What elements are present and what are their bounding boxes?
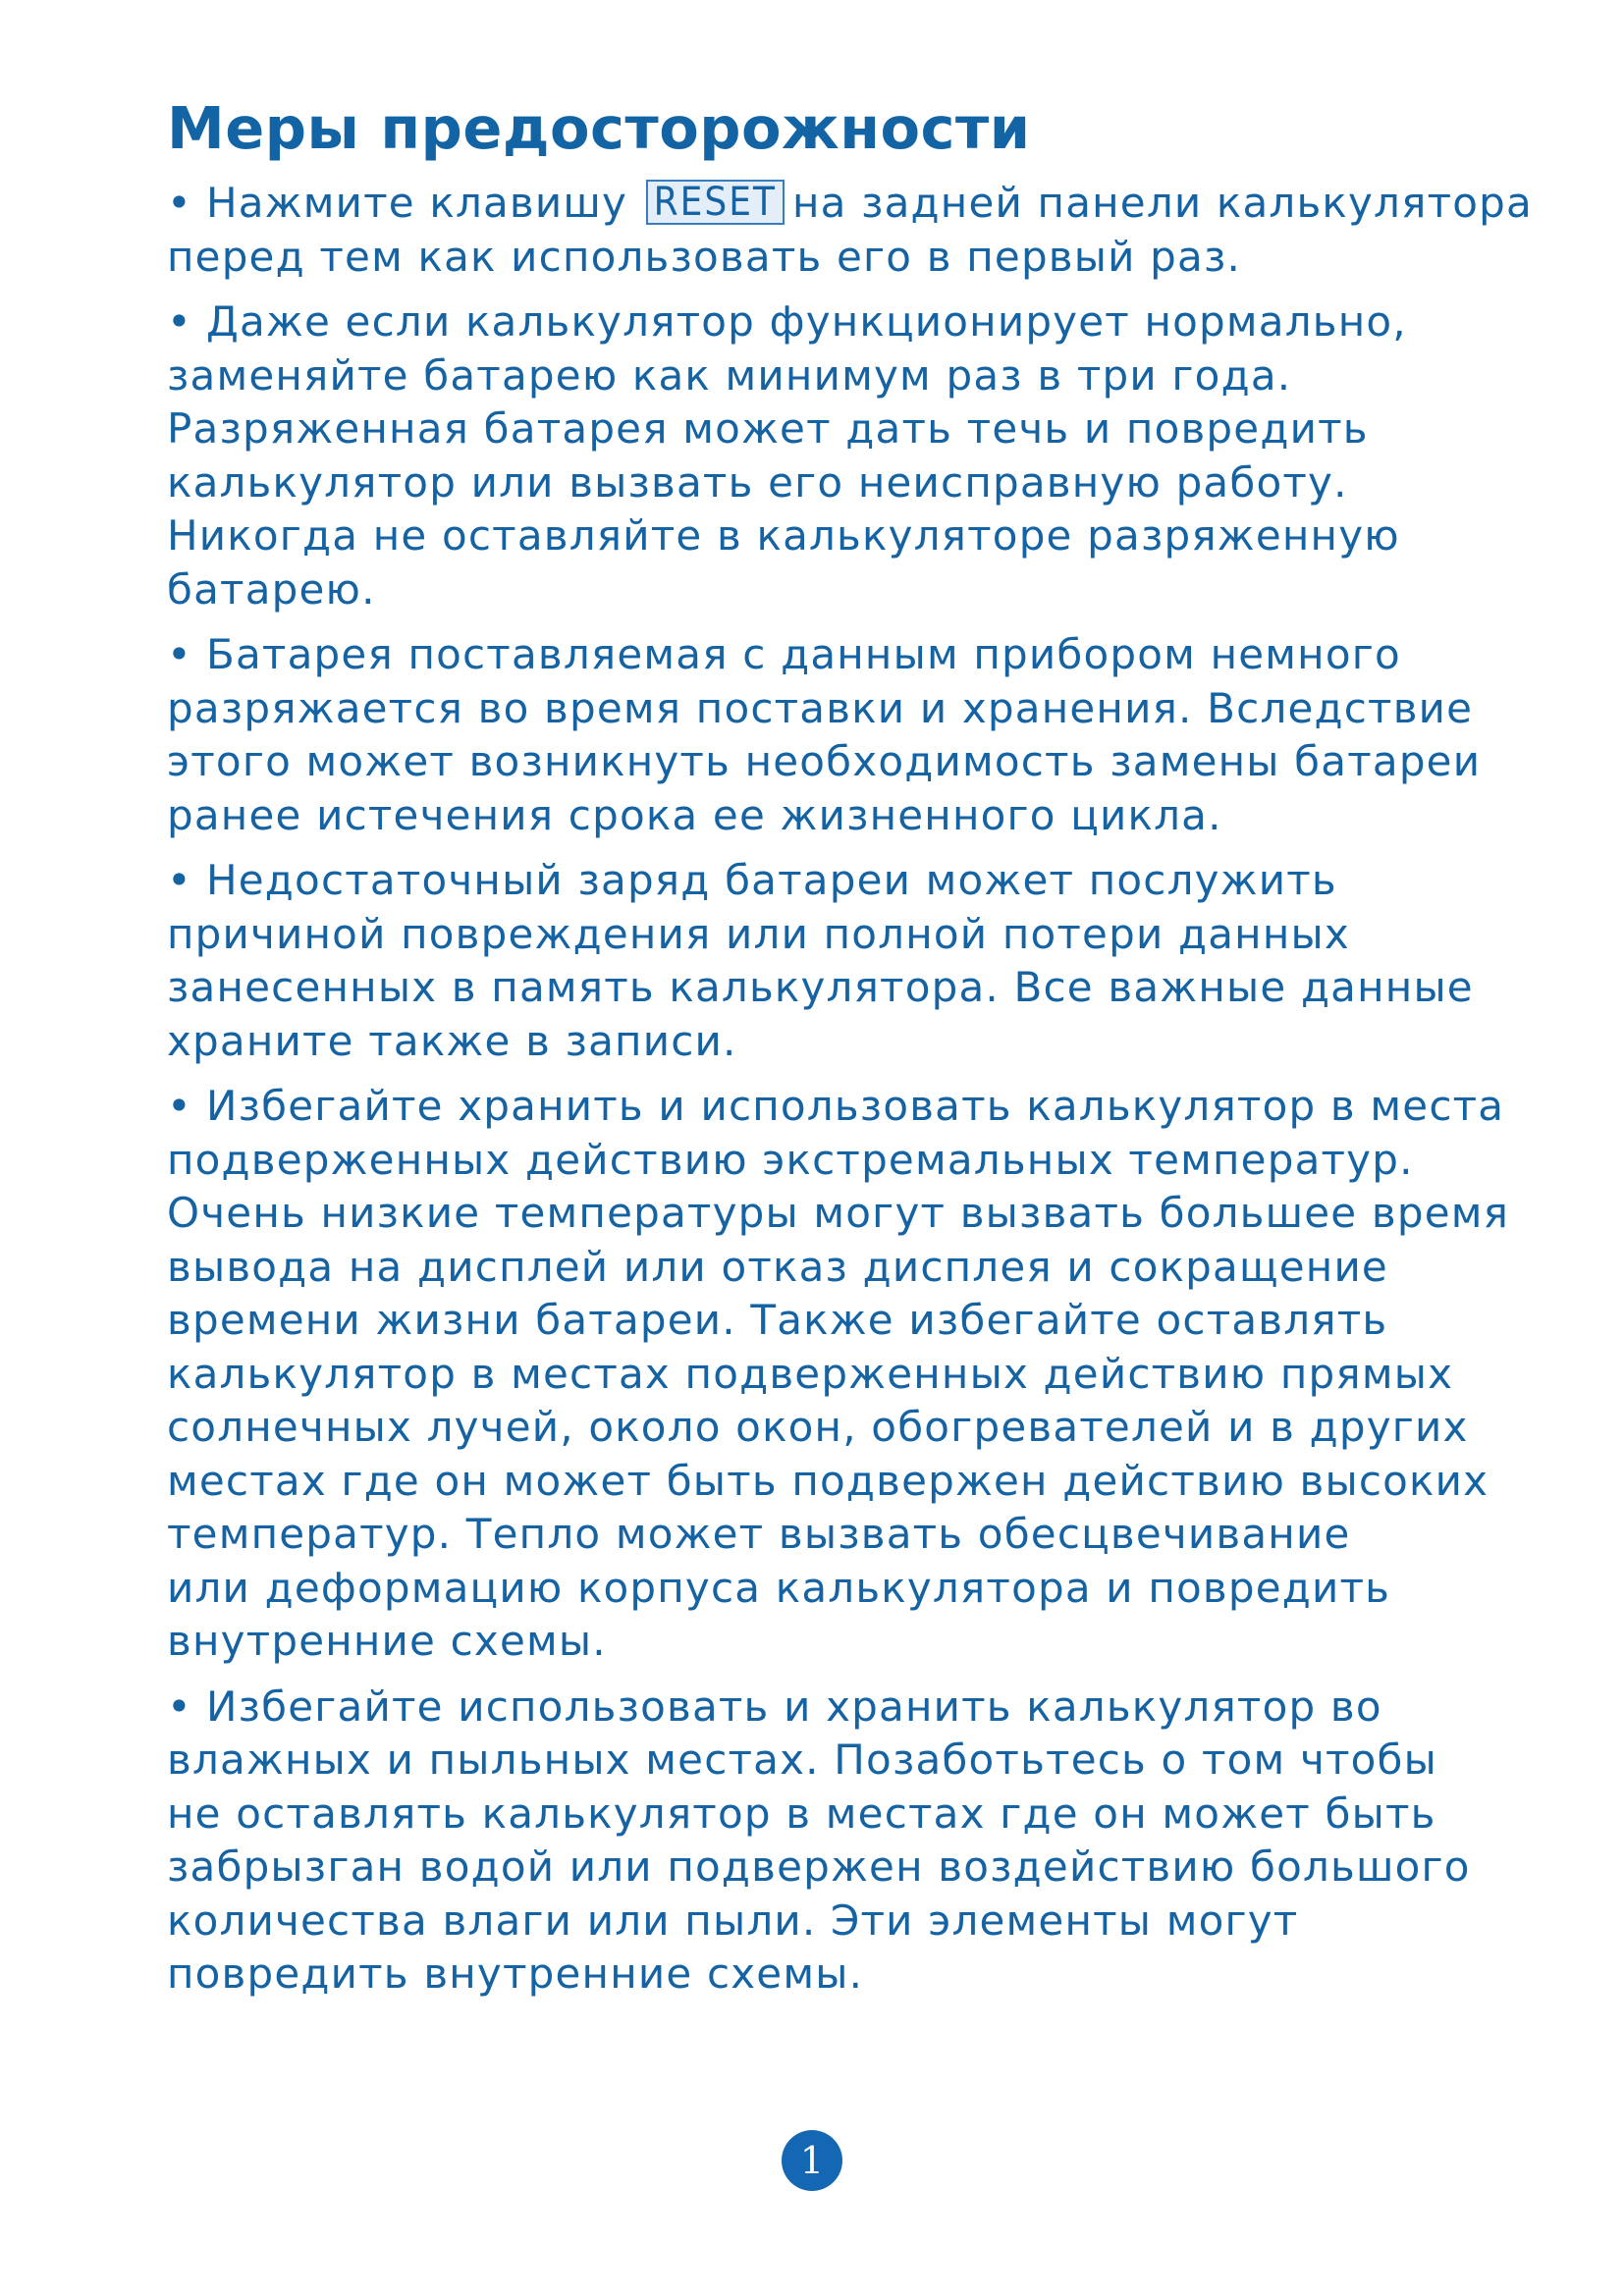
paragraph-line: • Избегайте хранить и использовать калькулятор в места [167, 1080, 1522, 1134]
paragraph-line: • Недостаточный заряд батареи может послужить [167, 854, 1522, 908]
paragraph-line: причиной повреждения или полной потери данных [167, 909, 1350, 958]
paragraph-line [167, 177, 1533, 231]
paragraph-line: этого может возникнуть необходимость замены батареи [167, 737, 1482, 785]
paragraph-line: температур. Тепло может вызвать обесцвечивание [167, 1510, 1351, 1558]
paragraph-line: перед тем как использовать его в первый раз. [167, 232, 1242, 281]
bullet-icon: • [167, 179, 192, 227]
paragraph-line: влажных и пыльных местах. Позаботьтесь о том чтобы [167, 1735, 1438, 1784]
paragraph-line: Очень низкие температуры могут вызвать большее время [167, 1189, 1510, 1237]
paragraph-line: • Даже если калькулятор функционирует нормально, [167, 295, 1522, 349]
paragraph-line: повредить внутренние схемы. [167, 1949, 864, 1998]
bullet-icon: • [167, 1082, 192, 1130]
paragraph-humidity [167, 1681, 1522, 2002]
bullet-icon: • [167, 1682, 192, 1731]
reset-key-icon: RESET [646, 180, 785, 225]
document-page [167, 94, 1533, 2013]
paragraph-reset [167, 177, 1533, 284]
paragraph-line: подверженных действию экстремальных температур. [167, 1135, 1414, 1184]
page-number-badge: 1 [782, 2130, 842, 2191]
paragraph-line: разряжается во время поставки и хранения. Вследствие [167, 683, 1474, 732]
paragraph-line: батарею. [167, 564, 376, 614]
page-title: Меры предосторожности [167, 94, 1031, 162]
paragraph-temperature [167, 1080, 1522, 1669]
paragraph-battery-replace [167, 295, 1522, 616]
bullet-icon: • [167, 630, 192, 678]
paragraph-line: занесенных в память калькулятора. Все важные данные [167, 963, 1474, 1011]
paragraph-line: заменяйте батарею как минимум раз в три года. [167, 350, 1292, 400]
paragraph-line: вывода на дисплей или отказ дисплея и сокращение [167, 1242, 1388, 1291]
paragraph-line: не оставлять калькулятор в местах где он может быть [167, 1789, 1436, 1838]
paragraph-line: внутренние схемы. [167, 1617, 607, 1665]
paragraph-line: количества влаги или пыли. Эти элементы могут [167, 1896, 1299, 1945]
paragraph-line: солнечных лучей, около окон, обогревателей и в других [167, 1403, 1469, 1451]
bullet-icon: • [167, 297, 192, 346]
text-after-key: на задней панели калькулятора [791, 179, 1533, 227]
paragraph-line: или деформацию корпуса калькулятора и повредить [167, 1563, 1391, 1612]
text-before-key: Нажмите клавишу [205, 179, 628, 227]
paragraph-line: местах где он может быть подвержен действию высоких [167, 1456, 1489, 1505]
paragraph-line: Разряженная батарея может дать течь и повредить [167, 404, 1369, 453]
paragraph-line: забрызган водой или подвержен воздействию большого [167, 1842, 1471, 1891]
paragraph-low-charge [167, 854, 1522, 1068]
paragraph-line: времени жизни батареи. Также избегайте оставлять [167, 1296, 1388, 1344]
paragraph-battery-discharge [167, 628, 1522, 842]
paragraph-line: Никогда не оставляйте в калькуляторе разряженную [167, 511, 1400, 560]
paragraph-line: калькулятор в местах подверженных действию прямых [167, 1349, 1454, 1398]
paragraph-line: ранее истечения срока ее жизненного цикла. [167, 790, 1222, 839]
paragraph-line: • Избегайте использовать и хранить калькулятор во [167, 1681, 1522, 1735]
paragraph-line: калькулятор или вызвать его неисправную работу. [167, 457, 1348, 507]
paragraph-line: • Батарея поставляемая с данным прибором немного [167, 628, 1522, 682]
bullet-icon: • [167, 856, 192, 904]
paragraph-line: храните также в записи. [167, 1016, 737, 1065]
